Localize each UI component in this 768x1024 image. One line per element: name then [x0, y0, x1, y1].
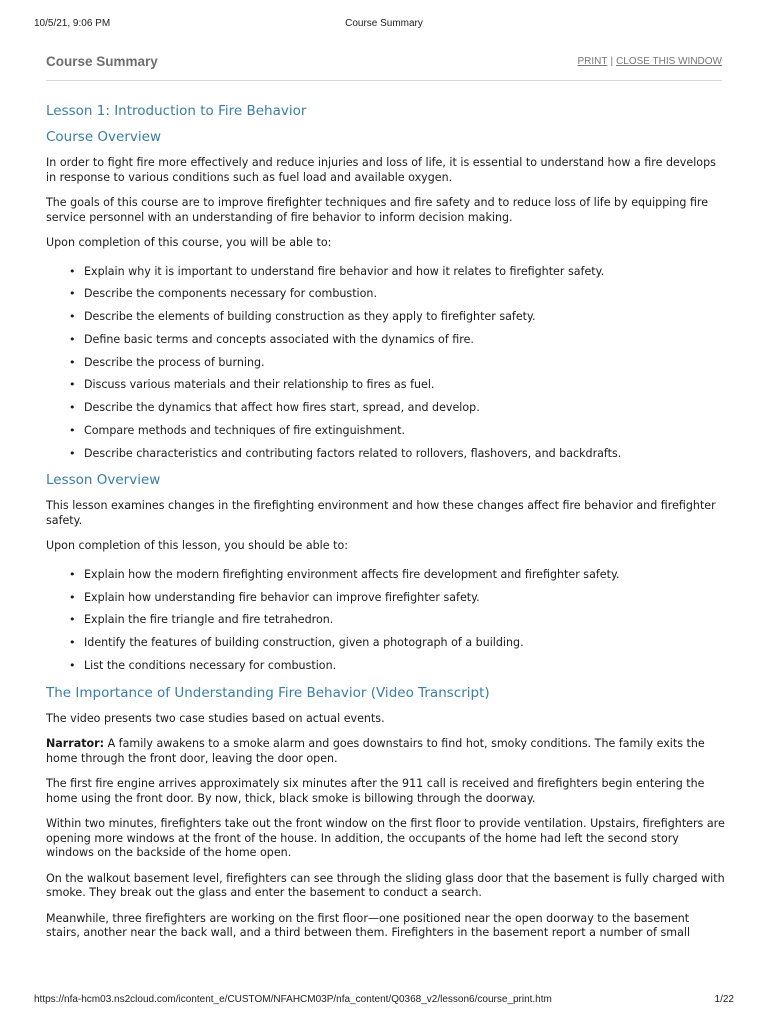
list-item: • Explain how understanding fire behavior can improve firefighter safety.	[69, 590, 480, 604]
bullet-icon: •	[69, 590, 76, 604]
list-item: • List the conditions necessary for combustion.	[69, 659, 337, 673]
list-item: • Describe the dynamics that affect how fires start, spread, and develop.	[69, 401, 480, 415]
list-item: • Describe the process of burning.	[69, 355, 265, 369]
bullet-icon: •	[69, 636, 76, 650]
print-url: https://nfa-hcm03.ns2cloud.com/icontent_e/CUSTOM/NFAHCM03P/nfa_content/Q0368_v2/lesson6/course_print.htm	[34, 994, 552, 1005]
list-item: • Describe the elements of building construction as they apply to firefighter safety.	[69, 310, 536, 324]
course-overview-paragraph: The goals of this course are to improve firefighter techniques and fire safety and to reduce loss of life by equipping fire service personnel with an understanding of fire behavior to inform decision making.	[46, 196, 709, 224]
list-item: • Explain how the modern firefighting environment affects fire development and firefighter safety.	[69, 567, 620, 581]
transcript-paragraph: The first fire engine arrives approximately six minutes after the 911 call is received and firefighters begin entering the home using the front door. By now, thick, black smoke is billowing through the doorway.	[46, 777, 705, 805]
transcript-paragraph: Within two minutes, firefighters take out the front window on the first floor to provide ventilation. Upstairs, firefighters are opening more windows at the front of the house. In addition, the occupants of the home had left the second story windows on the backside of the home open.	[46, 817, 725, 860]
print-link[interactable]: PRINT	[577, 56, 608, 67]
bullet-icon: •	[69, 287, 76, 301]
list-item: • Define basic terms and concepts associated with the dynamics of fire.	[69, 332, 474, 346]
action-separator: |	[610, 56, 614, 67]
course-summary-title: Course Summary	[46, 54, 158, 69]
print-datetime: 10/5/21, 9:06 PM	[34, 18, 111, 29]
list-item: • Discuss various materials and their relationship to fires as fuel.	[69, 378, 435, 392]
course-overview-paragraph: Upon completion of this course, you will be able to:	[46, 236, 332, 249]
bullet-icon: •	[69, 424, 76, 438]
transcript-paragraph: Meanwhile, three firefighters are working on the first floor—one positioned near the open doorway to the basement stairs, another near the back wall, and a third between them. Firefighters in the basement report a number of small	[46, 911, 691, 940]
video-transcript-heading: The Importance of Understanding Fire Behavior (Video Transcript)	[46, 684, 490, 701]
transcript-narrator-paragraph	[46, 737, 726, 766]
list-item: • Describe the components necessary for combustion.	[69, 287, 377, 301]
narrator-text: A family awakens to a smoke alarm and goes downstairs to find hot, smoky conditions. The family exits the home through the front door, leaving the door open.	[46, 737, 705, 765]
bullet-icon: •	[69, 332, 76, 346]
list-item: • Identify the features of building construction, given a photograph of a building.	[69, 636, 524, 650]
list-item: • Explain why it is important to understand fire behavior and how it relates to firefighter safety.	[69, 264, 605, 278]
lesson-objectives-list	[46, 568, 726, 674]
topbar-actions	[577, 56, 722, 67]
bullet-icon: •	[69, 378, 76, 392]
bullet-icon: •	[69, 310, 76, 324]
bullet-icon: •	[69, 659, 76, 673]
topbar-divider	[46, 80, 722, 81]
course-objectives-list	[46, 265, 726, 462]
transcript-paragraph: On the walkout basement level, firefighters can see through the sliding glass door that the basement is fully charged with smoke. They break out the glass and enter the basement to conduct a search.	[46, 871, 725, 900]
print-header	[34, 18, 734, 32]
list-item: • Explain the fire triangle and fire tetrahedron.	[69, 613, 334, 627]
print-footer	[34, 994, 734, 1008]
bullet-icon: •	[69, 567, 76, 581]
print-page-title: Course Summary	[345, 18, 423, 29]
course-overview-heading: Course Overview	[46, 129, 161, 145]
list-item: • Describe characteristics and contributing factors related to rollovers, flashovers, and backdrafts.	[69, 446, 622, 460]
bullet-icon: •	[69, 264, 76, 278]
narrator-label: Narrator:	[46, 737, 105, 751]
course-summary-topbar	[46, 54, 722, 74]
bullet-icon: •	[69, 401, 76, 415]
lesson-overview-paragraph: Upon completion of this lesson, you should be able to:	[46, 539, 348, 553]
lesson-overview-heading: Lesson Overview	[46, 472, 161, 489]
course-overview-paragraph: In order to fight fire more effectively and reduce injuries and loss of life, it is essential to understand how a fire develops in response to various conditions such as fuel load and available oxygen.	[46, 156, 716, 184]
bullet-icon: •	[69, 355, 76, 369]
close-window-link[interactable]: CLOSE THIS WINDOW	[616, 56, 722, 67]
transcript-intro: The video presents two case studies based on actual events.	[46, 711, 385, 725]
lesson-title: Lesson 1: Introduction to Fire Behavior	[46, 103, 307, 119]
page-indicator: 1/22	[714, 994, 734, 1005]
bullet-icon: •	[69, 446, 76, 460]
lesson-overview-paragraph: This lesson examines changes in the firefighting environment and how these changes affect fire behavior and firefighter safety.	[46, 499, 716, 527]
list-item: • Compare methods and techniques of fire extinguishment.	[69, 424, 406, 438]
course-summary-content	[46, 103, 726, 952]
bullet-icon: •	[69, 613, 76, 627]
